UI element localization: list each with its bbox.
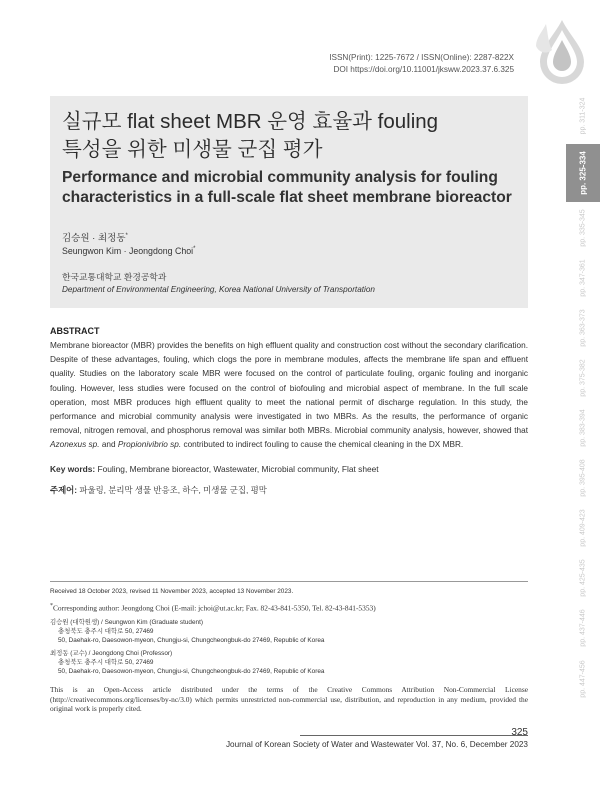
corresponding-text: Corresponding author: Jeongdong Choi (E-mail: jchoi@ut.ac.kr; Fax. 82-43-841-5350, Tel. 82-43-841-5353) xyxy=(53,603,376,613)
keywords-label: 주제어: xyxy=(50,485,78,495)
keywords-english xyxy=(50,464,528,474)
page-tab-label: pp. 347-361 xyxy=(579,259,587,297)
keywords-text: Fouling, Membrane bioreactor, Wastewater, Microbial community, Flat sheet xyxy=(97,464,379,474)
author2-name: 최정동 (교수) / Jeongdong Choi (Professor) xyxy=(50,650,173,657)
keywords-korean xyxy=(50,484,528,496)
footnote-divider xyxy=(50,581,528,582)
page-tab-active[interactable] xyxy=(566,144,600,202)
page-tab[interactable] xyxy=(566,354,600,402)
authors-korean xyxy=(62,230,128,244)
abstract-text: contributed to indirect fouling to cause the chemical cleaning in the DX MBR. xyxy=(183,440,464,450)
abstract-body xyxy=(50,339,528,453)
page-range-sidebar xyxy=(566,92,600,712)
page-tab-label: pp. 437-446 xyxy=(579,609,587,647)
page-tab-label: pp. 447-456 xyxy=(579,660,587,698)
corresponding-mark: * xyxy=(125,232,128,239)
corresponding-author xyxy=(50,602,528,612)
page-tab[interactable] xyxy=(566,204,600,252)
journal-citation: Journal of Korean Society of Water and Wastewater Vol. 37, No. 6, December 2023 xyxy=(225,740,528,749)
affiliation-english: Department of Environmental Engineering, Korea National University of Transportation xyxy=(62,285,375,294)
authors-english-names: Seungwon Kim · Jeongdong Choi xyxy=(62,246,194,256)
abstract-text: Membrane bioreactor (MBR) provides the benefits on high effluent quality and construction cost without the secondary clarification. Despite of these advantages, fouling, which clogs the pore in membrane modules, affects the membrane life span and effluent quality. Studies on the laboratory scale MBR were focused on the control of particulate fouling, organic fouling and inorganic fouling. However, less studies were focused on the control of biofouling and microbial aspect of membrane. In the full scale operation, most MBR produces high effluent quality to meet the national permit of discharge regulation. In this study, the performance and microbial community analysis were investigated in two MBRs. As the results, the performance of organic removal, nitrogen removal, and phosphorus removal was similar both MBRs. Microbial community analysis, however, showed that xyxy=(50,341,528,436)
page-tab[interactable] xyxy=(566,304,600,352)
journal-logo-icon xyxy=(532,18,586,84)
korean-title-line: 특성을 위한 미생물 군집 평가 xyxy=(62,138,323,161)
authors-english xyxy=(62,246,195,256)
english-title-line: Performance and microbial community analysis for fouling xyxy=(62,169,498,186)
page-tab[interactable] xyxy=(566,504,600,552)
issn-line: ISSN(Print): 1225-7672 / ISSN(Online): 2287-822X xyxy=(329,53,514,62)
english-title xyxy=(62,168,524,208)
author1-address-en: 50, Daehak-ro, Daesowon-myeon, Chungju-si, Chungcheongbuk-do 27469, Republic of Korea xyxy=(58,637,325,644)
page-tab[interactable] xyxy=(566,254,600,302)
page-tab[interactable] xyxy=(566,604,600,652)
page-tab-label: pp. 395-408 xyxy=(579,459,587,497)
author1-address-ko: 충청북도 충주시 대학로 50, 27469 xyxy=(58,628,154,635)
corresponding-mark: * xyxy=(193,246,196,253)
page-tab[interactable] xyxy=(566,92,600,140)
page-tab-label: pp. 325-334 xyxy=(578,151,588,195)
keywords-text: 파울링, 분리막 생물 반응조, 하수, 미생물 군집, 평막 xyxy=(79,485,267,495)
page-tab-label: pp. 311-324 xyxy=(579,97,587,135)
species-name: Azonexus sp. xyxy=(50,440,100,450)
korean-title xyxy=(62,108,522,164)
open-access-notice: This is an Open-Access article distributed under the terms of the Creative Commons Attribution Non-Commercial License (http://creativecommons.org/licenses/by-nc/3.0) which permits unrestricted non-commercial use, distribution, and reproduction in any medium, provided the original work is properly cited. xyxy=(50,685,528,714)
page-tab-label: pp. 383-394 xyxy=(579,409,587,447)
issn-doi-block xyxy=(329,52,514,76)
doi-link[interactable]: DOI https://doi.org/10.11001/jksww.2023.37.6.325 xyxy=(333,65,514,74)
keywords-label: Key words: xyxy=(50,464,96,474)
abstract-text: and xyxy=(101,440,116,450)
author1-name: 김승원 (대학원생) / Seungwon Kim (Graduate student) xyxy=(50,619,203,626)
received-dates: Received 18 October 2023, revised 11 November 2023, accepted 13 November 2023. xyxy=(50,588,294,595)
page-tab-label: pp. 425-435 xyxy=(579,559,587,597)
footer-rule xyxy=(300,735,528,736)
page-tab-label: pp. 375-382 xyxy=(579,359,587,397)
page-tab-label: pp. 363-373 xyxy=(579,309,587,347)
author2-address-ko: 충청북도 충주시 대학로 50, 27469 xyxy=(58,659,154,666)
abstract-heading: ABSTRACT xyxy=(50,326,100,336)
corresponding-mark: * xyxy=(50,603,53,609)
english-title-line: characteristics in a full-scale flat sheet membrane bioreactor xyxy=(62,189,512,206)
authors-korean-names: 김승원 · 최정동 xyxy=(62,233,126,244)
page-tab-label: pp. 335-345 xyxy=(579,209,587,247)
affiliation-korean: 한국교통대학교 환경공학과 xyxy=(62,272,167,282)
page-tab[interactable] xyxy=(566,404,600,452)
author2-info xyxy=(50,649,528,676)
page-tab[interactable] xyxy=(566,554,600,602)
page-tab[interactable] xyxy=(566,454,600,502)
author2-address-en: 50, Daehak-ro, Daesowon-myeon, Chungju-si, Chungcheongbuk-do 27469, Republic of Korea xyxy=(58,668,325,675)
page-tab-label: pp. 409-423 xyxy=(579,509,587,547)
author1-info xyxy=(50,618,528,645)
page-tab[interactable] xyxy=(566,654,600,704)
page-number: 325 xyxy=(511,727,528,738)
species-name: Propionivibrio sp. xyxy=(117,440,182,450)
korean-title-line: 실규모 flat sheet MBR 운영 효율과 fouling xyxy=(62,110,439,133)
